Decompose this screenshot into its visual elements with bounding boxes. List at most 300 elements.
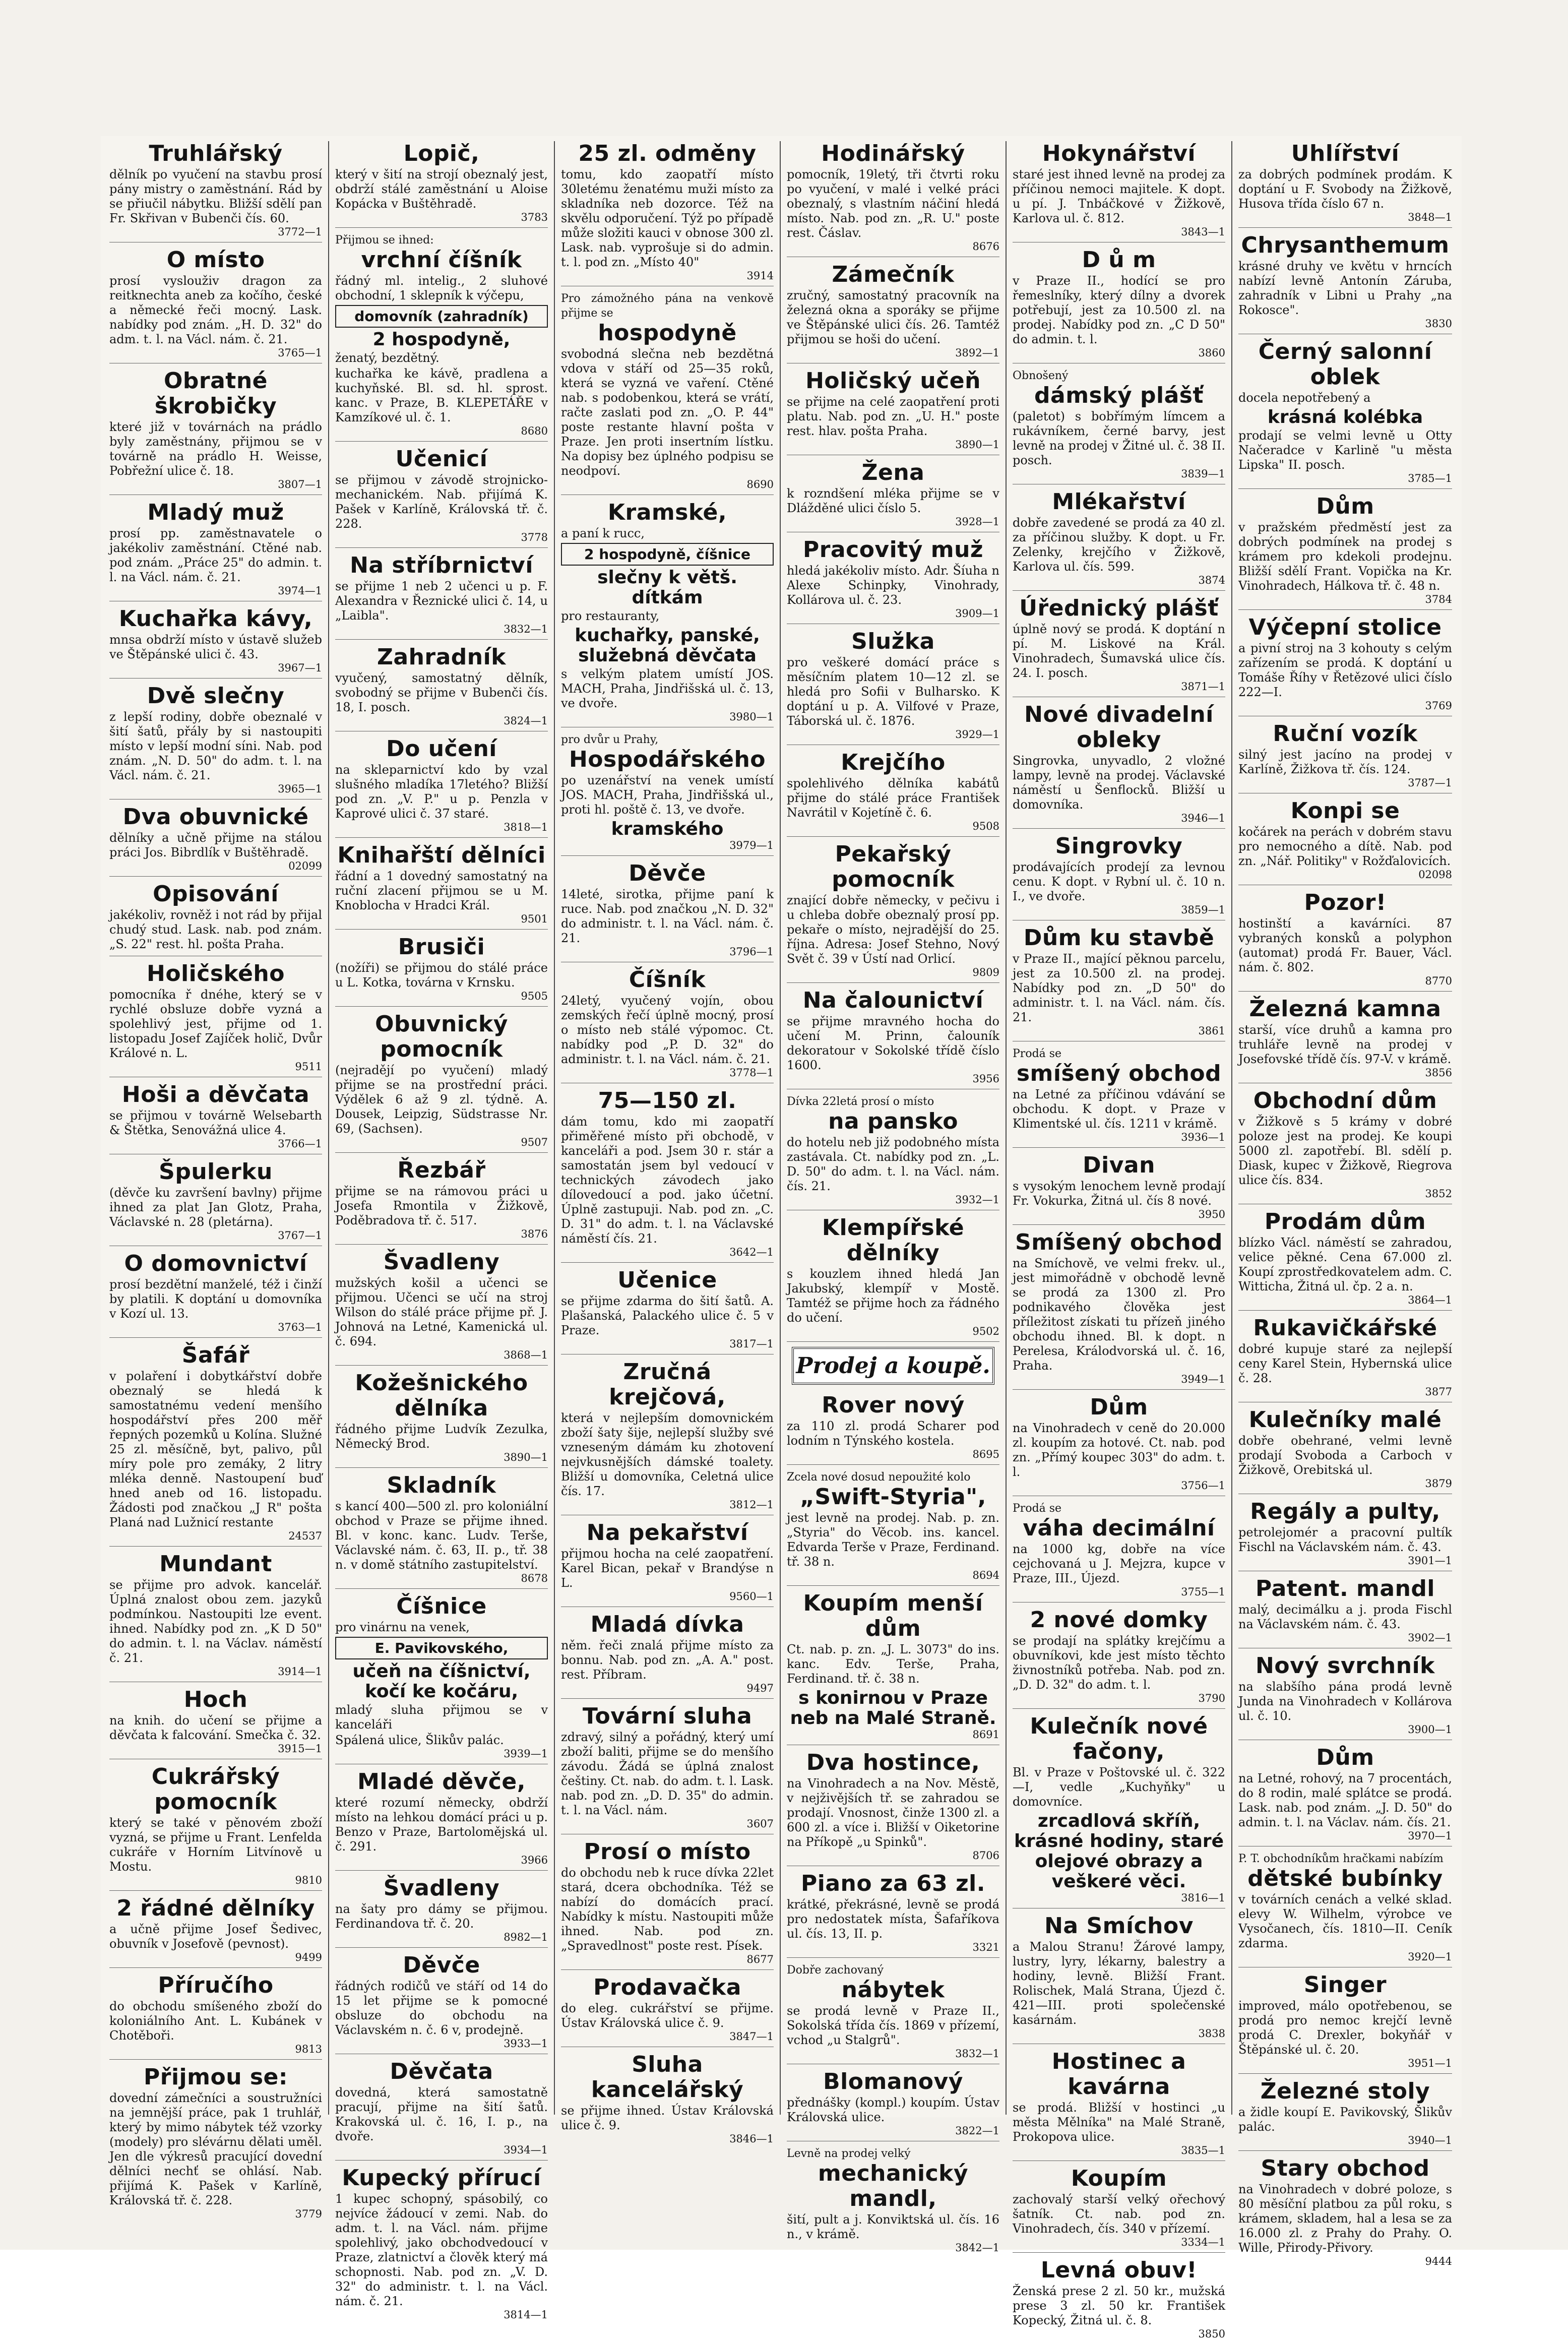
ad-code: 9810 [295, 1874, 322, 1886]
ad-body-text: Bl. v Praze v Poštovské ul. č. 322—I, vedle „Kuchyňky" u domovníce. [1013, 1765, 1225, 1809]
ad-body-text: s vysokým lenochem levně prodají Fr. Vokurka, Žitná ul. čís 8 nové. [1013, 1179, 1225, 1208]
ad-boxed-text: domovník (zahradník) [335, 305, 548, 328]
ad-lead-text: Prodá se [1013, 1502, 1062, 1515]
ad-heading: Prodavačka [593, 1975, 741, 2000]
ad-body-text: Ženská prese 2 zl. 50 kr., mužská prese 3 zl. 50 kr. František Kopecký, Žitná ul. č. 8. [1013, 2284, 1225, 2327]
classified-ad [561, 2052, 774, 2149]
classified-ad [1013, 248, 1225, 363]
ad-heading: Mladý muž [147, 500, 284, 525]
ad-body-text: přijmou hocha na celé zaopatření. Karel Bican, pekař v Brandýse n L. [561, 1547, 774, 1590]
ad-code: 02099 [288, 860, 322, 872]
classified-ad [335, 2059, 548, 2161]
ad-code: 8680 [521, 425, 548, 437]
ad-code: 3822—1 [955, 2125, 999, 2137]
ad-body-text: na Letné za příčinou vdávání se obchodu. K dopt. v Praze v Klimentské ul. čís. 1211 v krámě. [1013, 1087, 1225, 1131]
ad-heading: Singrovky [1055, 833, 1183, 859]
ad-heading: Děvčata [390, 2059, 493, 2084]
ad-body-text: jakékoliv, rovněž i not rád by přijal chudý stud. Lask. nab. pod znám. „S. 22" rest. hl. pošta Praha. [109, 908, 322, 951]
ad-body-text: znající dobře německy, v pečivu i u chleba dobře obeznalý prosí pp. pekaře o místo, nejradější do 25. října. Adresa: Josef Stehno, Nový Svět č. 39 v Ústí nad Orlicí. [787, 893, 999, 966]
ad-body-text: se prodají na splátky krejčímu a obuvníkovi, kde jest místo těchto živnostníků potřeba. Nab. pod zn. „D. D. 32" do adm. t. l. [1013, 1634, 1225, 1692]
ad-code: 3939—1 [504, 1748, 548, 1760]
ad-body-text: (paletot) s bobřímým límcem a rukávníkem, černé barvy, jest levně na prodej v Žitné ul. č. 38 II. posch. [1013, 409, 1225, 467]
column-5 [1007, 141, 1232, 2340]
ad-body-text: na skleparnictví kdo by vzal slušného mladíka 17letého? Bližší pod zn. „V. P." u p. Penzla v Kaprové ulici č. 37 staré. [335, 763, 548, 821]
ad-code: 3934—1 [504, 2144, 548, 2156]
classified-ad [561, 141, 774, 286]
ad-code: 3817—1 [729, 1338, 774, 1350]
ad-code: 3838 [1198, 2027, 1225, 2040]
ad-body-text: dám tomu, kdo mi zaopatří přiměřené místo při obchodě, v kanceláři a pod. Jsem 30 r. stár a samostatán jsem byl vedoucí v technických závodech jako dílovedoucí a pod. jako účetní. Úplně zastupuji. Nab. pod zn. „C. D. 31" do adm. t. l. na Václavské náměstí čís. 21. [561, 1115, 774, 1246]
ad-code: 9505 [521, 990, 548, 1002]
ad-body-text: dobře obehrané, velmi levně prodají Svoboda a Carboch v Žižkově, Orebitská ul. [1238, 1434, 1452, 1477]
classified-ad [1013, 926, 1225, 1041]
classified-ad [109, 368, 322, 495]
classified-ad [109, 1343, 322, 1547]
ad-code: 3859—1 [1181, 904, 1225, 916]
ad-body-text: s velkým platem umístí JOS. MACH, Praha, Jindřišská ul. č. 13, ve dvoře. [561, 667, 774, 710]
classified-ad [1238, 339, 1452, 489]
classified-ad [561, 1088, 774, 1263]
ad-lead-text: Zcela nové dosud nepoužité kolo [787, 1471, 971, 1484]
ad-body-text: starší, více druhů a kamna pro truhláře levně na prodej v Josefovské třídě čís. 97-V. v krámě. [1238, 1023, 1452, 1066]
ad-body-text: spolehlivého dělníka kabátů přijme do stálé práce František Navrátil v Kojetíně č. 6. [787, 776, 999, 820]
classified-ad [787, 1591, 999, 1745]
ad-heading: vrchní číšník [361, 247, 522, 273]
ad-heading: Úřednický plášť [1019, 595, 1219, 621]
ad-code: 3967—1 [278, 662, 322, 674]
ad-body-text: se přijme ihned. Ústav Královská ulice č. 9. [561, 2104, 774, 2132]
ad-code: 3642—1 [729, 1246, 774, 1258]
ad-body-text: zachovalý starší velký ořechový šatník. Ct. nab. pod zn. Vinohradech, čís. 340 v přízemí. [1013, 2192, 1225, 2236]
ad-body-text: se prodá levně v Praze II., Sokolská třída čís. 1869 v přízemí, vchod „u Stalgrů". [787, 2004, 999, 2047]
classified-ad [1013, 1046, 1225, 1148]
ad-heading: na pansko [828, 1108, 958, 1134]
ad-body-text: (nožíři) se přijmou do stálé práce u L. Kotka, továrna v Krnsku. [335, 961, 548, 990]
ad-body-text: na Vinohradech v ceně do 20.000 zl. koupím za hotové. Ct. nab. pod zn. „Přímý koupec 303" do adm. t. l. [1013, 1421, 1225, 1479]
classified-ad [1013, 489, 1225, 591]
ad-code: 3321 [972, 1941, 999, 1953]
classified-ad [561, 1268, 774, 1354]
ad-code: 3902—1 [1408, 1632, 1452, 1644]
ad-code: 3772—1 [278, 226, 322, 238]
ad-heading: Učenicí [395, 446, 488, 472]
ad-body-text: řádných rodičů ve stáří od 14 do 15 let přijme se k pomocné obsluze do obchodu na Václavském n. č. 6 v, prodejně. [335, 1979, 548, 2037]
ad-heading: Holičský učeň [805, 368, 981, 394]
ad-body-text: které již v továrnách na prádlo byly zaměstnány, přijmou se v továrně na prádlo H. Weisse, Pobřežní ulice č. 18. [109, 420, 322, 478]
ad-body-text: řádný ml. intelig., 2 sluhové obchodní, 1 sklepník k výčepu, [335, 274, 548, 302]
ad-code: 3807—1 [278, 478, 322, 490]
ad-code: 3785—1 [1408, 472, 1452, 484]
ad-code: 8677 [746, 1953, 774, 1965]
ad-body-text: prodají se velmi levně u Otty Načeradce v Karlině "u města Lipska" II. posch. [1238, 428, 1452, 472]
ad-heading: Dům [1316, 494, 1374, 519]
ad-body-text: petrolejomér a pracovní pultík Fischl na Václavském nám. č. 43. [1238, 1525, 1452, 1554]
ad-code: 8690 [746, 478, 774, 490]
classified-ad [1013, 1914, 1225, 2044]
ad-body-text: zručný, samostatný pracovník na železná okna a sporáky se přijme ve Štěpánské ulici čís. 26. Tamtéž přijmou se hoši do učení. [787, 288, 999, 346]
classified-ad [561, 732, 774, 856]
classified-ad [1238, 1499, 1452, 1571]
ad-heading: Dvě slečny [147, 683, 285, 709]
ad-lead-text: Obnošený [1013, 369, 1069, 382]
ad-heading: Ruční vozík [1273, 721, 1418, 747]
ad-heading: Šafář [181, 1342, 250, 1368]
ad-heading: Kožešnického dělníka [355, 1370, 528, 1421]
ad-body-text: prosí pp. zaměstnavatele o jakékoliv zaměstnání. Ctěné nab. pod znám. „Práce 25" do admin. t. l. na Václ. nám. č. 21. [109, 526, 322, 584]
classified-ad [1013, 1153, 1225, 1225]
ad-heading: Zámečník [832, 262, 955, 287]
classified-ad [335, 1371, 548, 1468]
classified-ad [787, 460, 999, 532]
ad-heading: Lopič, [403, 141, 480, 166]
column-6 [1232, 141, 1458, 2267]
classified-ad [335, 553, 548, 640]
ad-code: 3946—1 [1181, 812, 1225, 824]
ad-heading: Švadleny [383, 1249, 500, 1275]
classified-ad [1013, 2049, 1225, 2161]
ad-heading: Levná obuv! [1040, 2257, 1198, 2283]
classified-ad [1013, 368, 1225, 484]
ad-code: 3846—1 [729, 2133, 774, 2145]
ad-code: 3778 [521, 531, 548, 543]
classified-ad [1238, 1316, 1452, 1402]
classified-ad [561, 1360, 774, 1515]
ad-body-text: dovední zámečníci a soustružníci na jemnější práce, pak 1 truhlář, který by mimo nábytek též vzorky (modely) pro slévárnu dělati uměl. Jen dle výkresů pracující dovední dělníci nechť se ohlásí. Nab. přijímá K. Pašek v Karlíně, Královská tř. č. 228. [109, 2091, 322, 2207]
ad-heading: Smíšený obchod [1015, 1229, 1223, 1255]
ad-body-text: 24letý, vyučený vojín, obou zemských řečí úplně mocný, prosí o místo neb stálé výpomoc. Ct. nabídky pod „P. D. 32" do administr. t. l. na Václ. nám. č. 21. [561, 994, 774, 1066]
ad-code: 9508 [972, 820, 999, 832]
ad-body-text: do hotelu neb již podobného místa zastávala. Ct. nabídky pod zn. „L. D. 50" do adm. t. l. na Václ. nám. čís. 21. [787, 1135, 999, 1193]
ad-body-text: úplně nový se prodá. K doptání n pí. M. Liskové na Král. Vinohradech, Šumavská ulice čís. 24. I. posch. [1013, 622, 1225, 680]
classified-ad [109, 248, 322, 363]
ad-code: 3839—1 [1181, 468, 1225, 480]
ad-heading: Řezbář [397, 1157, 486, 1183]
ad-heading: Na Smíchov [1044, 1913, 1194, 1939]
ad-body-text: prosí vyslouživ dragon za reitknechta aneb za kočího, české a německé řeči mocný. Lask. nabídky pod znám. „H. D. 32" do adm. t. l. na Václ. nám. č. 21. [109, 274, 322, 346]
ad-heading: Patent. mandl [1256, 1576, 1435, 1601]
ad-code: 8982—1 [504, 1931, 548, 1943]
ad-code: 3852 [1425, 1188, 1452, 1200]
classified-columns [103, 141, 1459, 2340]
ad-heading: Hokynářství [1042, 141, 1196, 166]
ad-heading: Dům [1316, 1745, 1374, 1770]
classified-ad [1238, 615, 1452, 716]
classified-ad [787, 988, 999, 1089]
ad-code: 3965—1 [278, 783, 322, 795]
classified-ad [335, 935, 548, 1007]
ad-body-text: pro veškeré domácí práce s měsíčním platem 10—12 zl. se hledá pro Sofii v Bulharsko. K doptání u p. A. Vilfové v Praze, Táborská ul. č. 1876. [787, 655, 999, 728]
ad-body-text: přednášky (kompl.) koupím. Ústav Královská ulice. [787, 2095, 999, 2124]
ad-body-text: (nejradějí po vyučení) mladý přijme se na prostřední práci. Výdělek 6 až 9 zl. týdně. A. Dousek, Leipzig, Südstrasse Nr. 69, (Sachsen). [335, 1063, 548, 1136]
classified-ad [561, 1612, 774, 1699]
ad-body-text: jest levně na prodej. Nab. p. zn. „Styria" do Věcob. ins. kancel. Edvarda Terše v Praze, Ferdinand. tř. 38 n. [787, 1511, 999, 1569]
classified-ad [109, 606, 322, 678]
ad-code: 8691 [972, 1729, 999, 1741]
ad-code: 3778—1 [729, 1067, 774, 1079]
ad-body-text: se přijme zdarma do šití šatů. A. Plašanská, Palackého ulice č. 5 v Praze. [561, 1294, 774, 1337]
ad-body-text: dělníky a učně přijme na stálou práci Jos. Bibrdlík v Buštěhradě. [109, 831, 322, 859]
ad-lead-text: Pro zámožného pána na venkově přijme se [561, 292, 774, 320]
classified-ad [335, 1473, 548, 1589]
ad-body-text: tomu, kdo zaopatří místo 30letému ženatému muži místo za skladníka neb dozorce. Též na skvělu odporučení. Týž po případě může složiti kauci v obnose 300 zl. Lask. nab. vyprošuje si do admin. t. l. pod zn. „Místo 40" [561, 167, 774, 269]
ad-code: 3848—1 [1408, 211, 1452, 223]
classified-ad [787, 368, 999, 455]
classified-ad [1238, 721, 1452, 793]
ad-heading: Dva obuvnické [122, 804, 309, 830]
ad-heading: váha decimální [1023, 1515, 1215, 1541]
ad-body-text: do obchodu neb k ruce dívka 22let stará, dcera obchodníka. Též se nabízí do domácích prací. Nabídky k místu. Nastoupiti může ihned. Nab. pod zn. „Spravedlnost" poste rest. Písek. [561, 1866, 774, 1953]
ad-body-text: se přijme mravného hocha do učení M. Prinn, čalouník dekoratour v Sokolské třídě číslo 1600. [787, 1014, 999, 1072]
ad-heading: Děvče [629, 860, 706, 886]
ad-code: 3879 [1425, 1477, 1452, 1490]
ad-code: 3787—1 [1408, 777, 1452, 789]
classified-ad [1238, 2079, 1452, 2151]
ad-code: 3892—1 [955, 347, 999, 359]
column-2 [329, 141, 555, 2321]
ad-heading: Prosí o místo [584, 1839, 751, 1865]
ad-body-text: prodávajících prodejí za levnou cenu. K dopt. v Rybní ul. č. 10 n. I., ve dvoře. [1013, 860, 1225, 903]
ad-code: 3877 [1425, 1386, 1452, 1398]
classified-ad [787, 629, 999, 745]
classified-ad [561, 1975, 774, 2047]
classified-ad [335, 1012, 548, 1153]
ad-heading: Špulerku [159, 1159, 273, 1185]
classified-ad [787, 1393, 999, 1465]
ad-heading: Pekařský pomocník [832, 841, 955, 892]
classified-ad [1238, 1407, 1452, 1494]
ad-body-text: v polaření i dobytkářství dobře obeznalý se hledá k samostatnému vedení menšího hospodářství přes 200 měř řepných pozemků u Kolína. Služné 25 zl. měsíčně, byt, palivo, půl míry pole pro zemáky, 2 litry mléka denně. Nastoupení buď hned aneb od 16. listopadu. Žádosti pod značkou „J R" pošta Planá nad Lužnicí restante [109, 1369, 322, 1529]
ad-body-text: které rozumí německy, obdrží místo na lehkou domácí práci u p. Benzo v Praze, Bartolomějská ul. č. 291. [335, 1796, 548, 1854]
classified-ad [787, 2146, 999, 2258]
ad-code: 3940—1 [1408, 2134, 1452, 2146]
ad-body-text: v pražském předměstí jest za dobrých podmínek na prodej s krámem pro kdekoli prodejnu. Bližší sdělí Frant. Vopička na Kr. Vinohradech, Hálkova tř. č. 48 n. [1238, 520, 1452, 593]
ad-code: 3966 [521, 1854, 548, 1866]
ad-code: 3850 [1198, 2328, 1225, 2340]
ad-heading: Dva hostince, [806, 1750, 980, 1775]
ad-code: 3842—1 [955, 2242, 999, 2254]
ad-heading: Služka [851, 629, 935, 654]
ad-body-text: a Malou Stranu! Žárové lampy, lustry, lyry, lékarny, balestry a hodiny, levně. Bližší Frant. Rolischek, Malá Strana, Újezd č. 421—III. proti společenské kasárnám. [1013, 1940, 1225, 2027]
ad-heading: Příručího [158, 1972, 274, 1998]
ad-code: 8770 [1425, 975, 1452, 987]
ad-body-text: na Smíchově, ve velmi frekv. ul., jest mimořádně v obchodě levně se prodá za 1300 zl. Pro podnikavého člověka jest příležitost získati tu přízeň jiného obchodu ihned. Bl. k dopt. n Perelesa, Králodvorská ul. č. 16, Praha. [1013, 1256, 1225, 1373]
ad-heading: Kramské, [607, 500, 727, 525]
classified-ad [787, 262, 999, 363]
ad-body-text: krátké, překrásné, levně se prodá pro nedostatek místa, Šafaříkova ul. čís. 13, II. p. [787, 1897, 999, 1941]
ad-heading: Mladé děvče, [357, 1769, 526, 1795]
classified-ad [561, 500, 774, 727]
ad-heading: Žena [861, 460, 925, 485]
classified-ad [109, 1251, 322, 1338]
ad-heading: Děvče [403, 1952, 480, 1978]
ad-heading: Dům ku stavbě [1023, 925, 1215, 951]
ad-code: 3767—1 [278, 1229, 322, 1242]
ad-code: 3974—1 [278, 585, 322, 597]
ad-body-text: svobodná slečna neb bezdětná vdova v stáří od 25—35 roků, která se vyzná ve vaření. Ctěné nab. s podobenkou, která se vrátí, račte zaslati pod zn. „O. P. 44" poste restante hlavní pošta v Praze. Jen proti insertním lístku. Na dopisy bez úplného podpisu se neodpoví. [561, 347, 774, 478]
ad-heading: Obratné škrobičky [154, 368, 277, 419]
ad-heading: O domovnictví [124, 1251, 307, 1276]
classified-ad [1013, 1501, 1225, 1602]
ad-lead-text: Levně na prodej velký [787, 2147, 911, 2160]
classified-ad [109, 882, 322, 956]
ad-code: 3783 [521, 211, 548, 223]
ad-heading: Zručná krejčová, [609, 1359, 726, 1410]
ad-body-text: se prodá. Bližší v hostinci „u města Mělníka" na Malé Straně, Prokopova ulice. [1013, 2101, 1225, 2144]
classified-ad [1238, 1576, 1452, 1648]
ad-heading: mechanický mandl, [818, 2161, 969, 2211]
classified-ad [1013, 1395, 1225, 1496]
classified-ad [561, 291, 774, 495]
ad-heading: D ů m [1082, 247, 1156, 273]
ad-lead-text: Přijmou se ihned: [335, 234, 434, 246]
ad-code: 9511 [295, 1061, 322, 1073]
classified-ad [1238, 1653, 1452, 1740]
ad-heading: Cukrářský pomocník [151, 1764, 280, 1815]
ad-body-text: v Žižkově s 5 krámy v dobré poloze jest na prodej. Ke koupi 5000 zl. zapotřebí. Bl. sdělí p. Diask, kupec v Žižkově, Riegrova ulice čís. 834. [1238, 1115, 1452, 1187]
ad-heading: Klempířské dělníky [822, 1215, 965, 1266]
classified-ad [1238, 1745, 1452, 1846]
ad-code: 3956 [972, 1073, 999, 1085]
ad-heading: Hospodářského [569, 747, 766, 772]
ad-code: 3936—1 [1181, 1131, 1225, 1143]
ad-body-text: na knih. do učení se přijme a děvčata k falcování. Smečka č. 32. [109, 1713, 322, 1742]
ad-body-text: krásné druhy ve květu v hrncích nabízí levně Antonín Záruba, zahradník v Libni u Prahy „na Rokosce". [1238, 259, 1452, 317]
ad-code: 24537 [288, 1530, 322, 1542]
ad-code: 3950 [1198, 1208, 1225, 1220]
ad-heading: smíšený obchod [1016, 1061, 1222, 1086]
ad-body-text: vyučený, samostatný dělník, svobodný se přijme v Bubenči čís. 18, I. posch. [335, 671, 548, 714]
ad-code: 9502 [972, 1325, 999, 1337]
classified-ad [335, 645, 548, 731]
ad-heading: Kuchařka kávy, [118, 606, 313, 632]
ad-code: 3980—1 [729, 711, 774, 723]
classified-ad [335, 1250, 548, 1366]
ad-heading: Sluha kancelářský [591, 2052, 744, 2103]
ad-heading: Přijmou se: [144, 2064, 288, 2090]
classified-ad [787, 1871, 999, 1958]
ad-body-text: který se také v pěnovém zboží vyzná, se přijme u Frant. Lenfelda cukráře v Horním Litvínově u Mostu. [109, 1816, 322, 1874]
classified-ad [109, 961, 322, 1077]
ad-code: 3796—1 [729, 946, 774, 958]
ad-heading: Nové divadelní obleky [1024, 702, 1214, 753]
ad-code: 9507 [521, 1136, 548, 1148]
ad-heading: Do učení [386, 736, 497, 762]
classified-ad [1238, 997, 1452, 1083]
ad-body-text: do obchodu smíšeného zboží do koloniálního Ant. L. Kubánek v Chotěboři. [109, 1999, 322, 2043]
ad-lead-text: Prodá se [1013, 1047, 1062, 1060]
ad-code: 9497 [746, 1682, 774, 1694]
ad-code: 3868—1 [504, 1349, 548, 1361]
classified-ad [1013, 596, 1225, 697]
ad-code: 8676 [972, 240, 999, 253]
classified-ad [335, 1594, 548, 1764]
ad-body-text: hostinští a kavárníci. 87 vybraných konsků a polyphon (automat) prodá Fr. Bauer, Václ. nám. č. 802. [1238, 916, 1452, 974]
ad-code: 3769 [1425, 700, 1452, 712]
ad-heading: dětské bubínky [1247, 1866, 1443, 1891]
ad-subheading: 2 hospodyně, [372, 329, 511, 350]
ad-body-text: blízko Václ. náměstí se zahradou, velice pěkné. Cena 67.000 zl. Koupí zprostředkovatelem adm. C. Witticha, Žitná ul. čp. 2 a. n. [1238, 1236, 1452, 1293]
ad-heading: Černý salonní oblek [1258, 339, 1432, 390]
classified-ad [561, 1520, 774, 1607]
ad-code: 3847—1 [729, 2030, 774, 2043]
ad-heading: Pozor! [1304, 890, 1387, 915]
ad-code: 3874 [1198, 574, 1225, 586]
ad-heading: Učenice [617, 1267, 717, 1293]
ad-body-text: dělník po vyučení na stavbu prosí pány mistry o zaměstnání. Rád by se přiučil nábytku. Bližší sdělí pan Fr. Skřivan v Bubenči čís. 60. [109, 167, 322, 225]
ad-code: 3784 [1425, 593, 1452, 605]
ad-code: 3765—1 [278, 347, 322, 359]
classified-ad [1238, 2156, 1452, 2271]
ad-body-text: v továrních cenách a velké sklad. elevy W. Wilhelm, výrobce ve Vysočanech, čís. 1810—II. Ceník zdarma. [1238, 1892, 1452, 1950]
classified-ad [1013, 1608, 1225, 1709]
ad-heading: Železné stoly [1260, 2078, 1430, 2104]
ad-body-text: do eleg. cukrářství se přijme. Ústav Královská ulice č. 9. [561, 2001, 774, 2030]
ad-body-text: která v nejlepším domovnickém zboží šaty šije, nejlepší služby své vzneseným dámám ku zhotovení nejvkusnějších dámské toalety. Bližší u domovníka, Celetná ulice čís. 17. [561, 1411, 774, 1498]
ad-body-text: šití, pult a j. Konviktská ul. čís. 16 n., v krámě. [787, 2212, 999, 2241]
ad-code: 3890—1 [955, 439, 999, 451]
ad-body-text: improved, málo opotřebenou, se prodá pro nemoc krejčí levně prodá C. Drexler, bokyňář v Štěpánské ul. č. 20. [1238, 1999, 1452, 2057]
ad-heading: Pracovitý muž [802, 537, 984, 563]
ad-code: 3915—1 [278, 1743, 322, 1755]
classified-ad [109, 1896, 322, 1968]
ad-code: 3861 [1198, 1025, 1225, 1037]
ad-heading: Chrysanthemum [1241, 232, 1450, 258]
ad-code: 3949—1 [1181, 1373, 1225, 1385]
ad-lead-text: Dívka 22letá prosí o místo [787, 1095, 934, 1108]
ad-code: 3914 [746, 270, 774, 282]
ad-body-text: na Letné, rohový, na 7 procentách, do 8 rodin, malé splátce se prodá. Lask. nab. pod znám. „J. D. 50" do admin. t. l. na Václav. nám. čís. 21. [1238, 1771, 1452, 1829]
ad-heading: Rover nový [822, 1392, 965, 1418]
ad-code: 3334—1 [1181, 2236, 1225, 2248]
ad-heading: Brusiči [398, 934, 485, 960]
ad-lead-text: pro dvůr u Prahy, [561, 733, 659, 746]
ad-body-text: 1 kupec schopný, spásobilý, co nejvíce žádoucí v zemi. Nab. do adm. t. l. na Václ. nám. přijme spolehlivý, jako obchodvedoucí v Praze, zlatnictví a člověk který má schopnosti. Nab. pod zn. „V. D. 32" do administr. t. l. na Václ. nám. č. 21. [335, 2192, 548, 2308]
ad-heading: Uhlířství [1291, 141, 1400, 166]
ad-heading: Knihařští dělníci [337, 842, 546, 868]
ad-subheading: s konirnou v Praze neb na Malé Straně. [790, 1688, 996, 1729]
ad-heading: Kupecký přírucí [342, 2165, 541, 2191]
ad-boxed-text: 2 hospodyně, číšnice [561, 543, 774, 566]
classified-ad [787, 1094, 999, 1210]
ad-subheading: učeň na číšnictví, kočí ke kočáru, [352, 1661, 531, 1702]
ad-heading: Švadleny [383, 1875, 500, 1901]
ad-heading: dámský plášť [1034, 383, 1204, 408]
ad-body-text: za 110 zl. prodá Scharer pod lodním n Týnského kostela. [787, 1419, 999, 1448]
ad-body-text: se přijme pro advok. kancelář. Úplná znalost obou zem. jazyků podmínkou. Nastoupiti lze event. ihned. Nabídky pod zn. „K D 50" do admin. t. l. na Václav. náměstí č. 21. [109, 1578, 322, 1665]
ad-code: 02098 [1418, 869, 1452, 881]
classified-ad [335, 843, 548, 930]
ad-code: 3932—1 [955, 1194, 999, 1206]
ad-body-text: dobře zavedené se prodá za 40 zl. za příčinou služby. K dopt. u Fr. Zelenky, krejčího v Žižkově, Karlova ul. čís. 599. [1013, 516, 1225, 574]
ad-heading: Výčepní stolice [1248, 614, 1442, 640]
classified-ad [787, 537, 999, 624]
classified-ad [1238, 1852, 1452, 1967]
ad-heading: Dům [1090, 1394, 1148, 1420]
ad-code: 9813 [295, 2043, 322, 2055]
ad-code: 9501 [521, 913, 548, 925]
ad-heading: Piano za 63 zl. [801, 1871, 985, 1896]
classified-ad [109, 805, 322, 877]
ad-code: 3864—1 [1408, 1294, 1452, 1306]
ad-heading: Divan [1083, 1152, 1155, 1178]
classified-ad [335, 736, 548, 838]
column-4 [781, 141, 1007, 2254]
classified-ad [109, 1159, 322, 1246]
ad-heading: Krejčího [841, 750, 946, 775]
ad-heading: Na pekařství [586, 1520, 748, 1546]
classified-ad [335, 2166, 548, 2325]
ad-body-text: se přijme na celé zaopatření proti platu. Nab. pod zn. „U. H." poste rest. hlav. pošta Praha. [787, 395, 999, 438]
